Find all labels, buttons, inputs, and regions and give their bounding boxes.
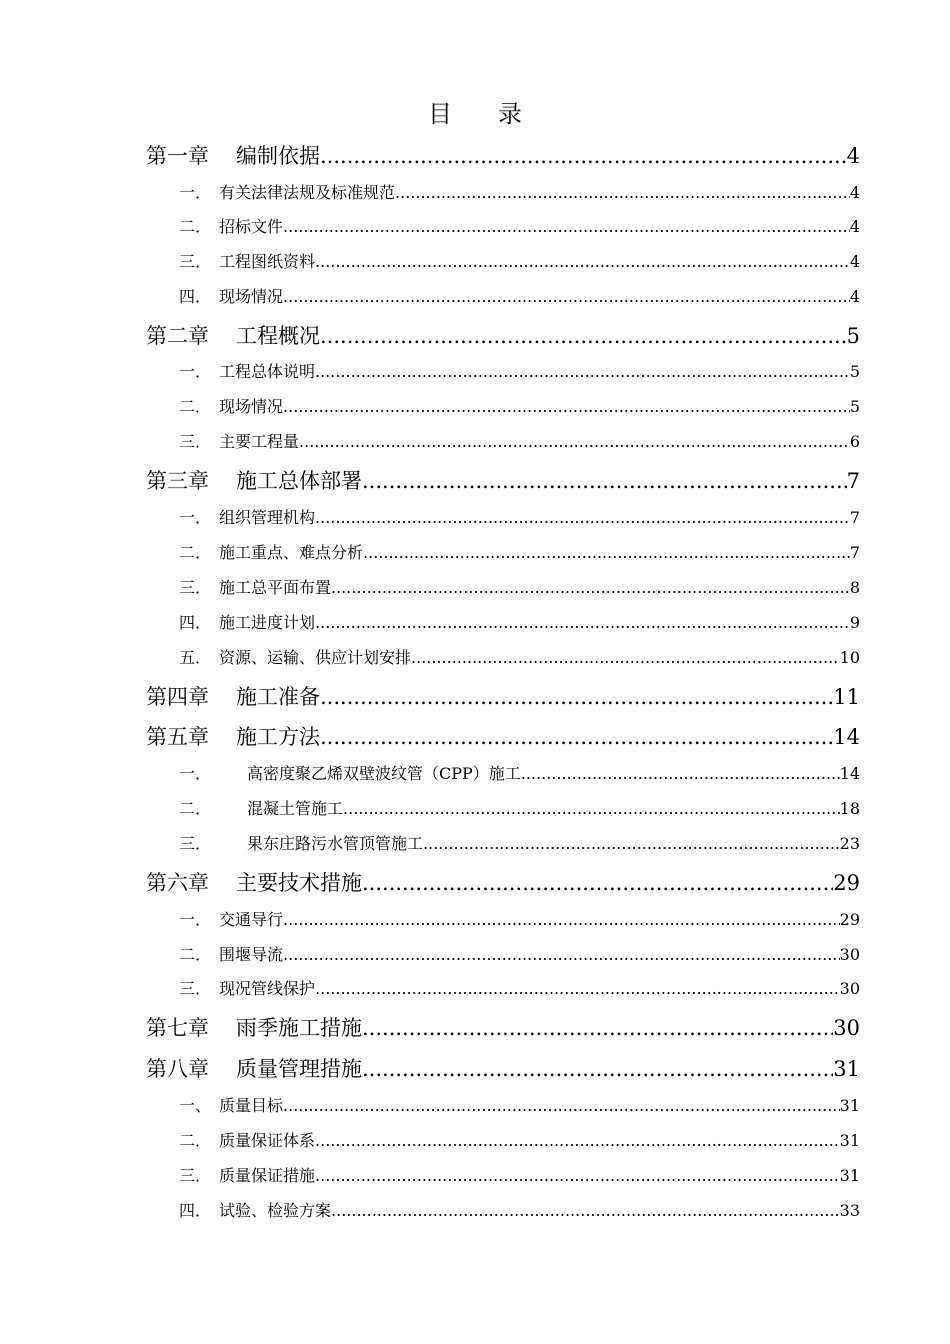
toc-leader-dots — [423, 834, 840, 853]
toc-page-number: 4 — [849, 252, 860, 271]
toc-page-number: 7 — [849, 508, 860, 527]
toc-page-number: 9 — [849, 613, 860, 632]
toc-leader-dots — [315, 362, 850, 381]
toc-entry-text: 主要技术措施 — [236, 871, 362, 895]
toc-page-number: 33 — [839, 1201, 860, 1220]
toc-page-number: 7 — [849, 543, 860, 562]
toc-entry-text: 施工总平面布置 — [219, 578, 332, 597]
toc-entry-number: 二． — [179, 1131, 212, 1150]
toc-entry-text: 试验、检验方案 — [219, 1201, 332, 1220]
toc-leader-dots — [283, 287, 850, 306]
toc-section-entry[interactable] — [179, 645, 860, 669]
toc-section-entry[interactable] — [179, 180, 860, 204]
toc-page-number: 23 — [839, 834, 860, 853]
toc-section-entry[interactable] — [179, 575, 860, 599]
toc-chapter-entry[interactable] — [146, 867, 860, 897]
toc-page-number: 5 — [846, 324, 860, 348]
toc-leader-dots — [283, 910, 840, 929]
toc-entry-text: 组织管理机构 — [219, 508, 316, 527]
toc-leader-dots — [315, 508, 850, 527]
toc-entry-text: 质量保证措施 — [219, 1166, 316, 1185]
toc-leader-dots — [315, 1131, 840, 1150]
toc-page-number: 18 — [839, 799, 860, 818]
toc-page-number: 7 — [846, 469, 860, 493]
toc-section-entry[interactable] — [179, 540, 860, 564]
toc-entry-text: 现场情况 — [219, 287, 284, 306]
toc-section-entry[interactable] — [179, 1198, 860, 1222]
toc-section-entry[interactable] — [179, 831, 860, 855]
toc-leader-dots — [320, 725, 833, 749]
toc-chapter-entry[interactable] — [146, 1012, 860, 1042]
toc-page-number: 31 — [833, 1057, 860, 1081]
toc-page-number: 30 — [833, 1016, 860, 1040]
toc-entry-text: 施工进度计划 — [219, 613, 316, 632]
toc-leader-dots — [363, 543, 850, 562]
toc-page-number: 6 — [849, 432, 860, 451]
toc-page-number: 30 — [839, 979, 860, 998]
toc-entry-number: 三． — [179, 1166, 212, 1185]
toc-leader-dots — [362, 1016, 833, 1040]
toc-entry-number: 一． — [179, 764, 212, 783]
toc-page-number: 11 — [833, 685, 860, 709]
toc-chapter-entry[interactable] — [146, 681, 860, 711]
toc-entry-number: 二． — [179, 799, 212, 818]
toc-leader-dots — [283, 217, 850, 236]
toc-section-entry[interactable] — [179, 942, 860, 966]
toc-entry-number: 三． — [179, 979, 212, 998]
toc-entry-text: 雨季施工措施 — [236, 1016, 362, 1040]
toc-entry-number: 一、 — [179, 1096, 212, 1115]
toc-section-entry[interactable] — [179, 1093, 860, 1117]
toc-entry-number: 三． — [179, 252, 212, 271]
toc-page-number: 10 — [839, 648, 860, 667]
toc-entry-number: 二． — [179, 217, 212, 236]
toc-section-entry[interactable] — [179, 284, 860, 308]
toc-page-number: 8 — [849, 578, 860, 597]
toc-chapter-entry[interactable] — [146, 1053, 860, 1083]
toc-entry-text: 质量目标 — [219, 1096, 284, 1115]
toc-leader-dots — [315, 979, 840, 998]
toc-entry-number: 三． — [179, 578, 212, 597]
toc-leader-dots — [331, 1201, 840, 1220]
toc-entry-text: 施工准备 — [236, 685, 320, 709]
toc-page-number: 29 — [833, 871, 860, 895]
toc-section-entry[interactable] — [179, 1163, 860, 1187]
toc-leader-dots — [283, 397, 850, 416]
toc-entry-text: 工程图纸资料 — [219, 252, 316, 271]
toc-page-number: 4 — [849, 287, 860, 306]
toc-leader-dots — [315, 252, 850, 271]
toc-entry-text: 有关法律法规及标准规范 — [219, 183, 396, 202]
toc-entry-number: 第七章 — [146, 1016, 209, 1040]
toc-leader-dots — [362, 871, 833, 895]
toc-entry-text: 施工方法 — [236, 725, 320, 749]
toc-entry-number: 第三章 — [146, 469, 209, 493]
toc-entry-text: 施工总体部署 — [236, 469, 362, 493]
toc-page-number: 4 — [849, 183, 860, 202]
toc-page-number: 31 — [839, 1131, 860, 1150]
toc-entry-text: 主要工程量 — [219, 432, 300, 451]
toc-page-number: 4 — [846, 144, 860, 168]
toc-entry-number: 四． — [179, 1201, 212, 1220]
toc-section-entry[interactable] — [179, 429, 860, 453]
toc-page-number: 14 — [833, 725, 860, 749]
toc-section-entry[interactable] — [179, 610, 860, 634]
toc-leader-dots — [320, 324, 847, 348]
toc-section-entry[interactable] — [179, 359, 860, 383]
toc-page-number: 31 — [839, 1096, 860, 1115]
toc-page-number: 4 — [849, 217, 860, 236]
toc-chapter-entry[interactable] — [146, 320, 860, 350]
toc-entry-text: 工程概况 — [236, 324, 320, 348]
toc-entry-text: 交通导行 — [219, 910, 284, 929]
toc-chapter-entry[interactable] — [146, 465, 860, 495]
toc-entry-number: 一． — [179, 508, 212, 527]
toc-section-entry[interactable] — [179, 907, 860, 931]
toc-page-number: 30 — [839, 945, 860, 964]
toc-leader-dots — [320, 685, 833, 709]
toc-entry-number: 第六章 — [146, 871, 209, 895]
toc-entry-number: 四． — [179, 287, 212, 306]
toc-entry-number: 第八章 — [146, 1057, 209, 1081]
toc-page-number: 14 — [839, 764, 860, 783]
toc-entry-number: 第二章 — [146, 324, 209, 348]
toc-entry-text: 现况管线保护 — [219, 979, 316, 998]
toc-entry-text: 编制依据 — [236, 144, 320, 168]
toc-entry-number: 五． — [179, 648, 212, 667]
toc-title — [0, 94, 950, 129]
toc-leader-dots — [283, 1096, 840, 1115]
toc-entry-text: 资源、运输、供应计划安排 — [219, 648, 412, 667]
toc-section-entry[interactable] — [179, 761, 860, 785]
toc-title-part2: 录 — [498, 100, 522, 128]
toc-entry-number: 二． — [179, 543, 212, 562]
toc-section-entry[interactable] — [179, 1128, 860, 1152]
toc-entry-text: 质量保证体系 — [219, 1131, 316, 1150]
toc-entry-number: 一． — [179, 362, 212, 381]
toc-section-entry[interactable] — [179, 505, 860, 529]
toc-entry-text: 果东庄路污水管顶管施工 — [247, 834, 424, 853]
toc-section-entry[interactable] — [179, 249, 860, 273]
toc-entry-text: 高密度聚乙烯双壁波纹管（CPP）施工 — [247, 764, 521, 783]
toc-leader-dots — [283, 945, 840, 964]
toc-entry-number: 第一章 — [146, 144, 209, 168]
toc-entry-number: 第五章 — [146, 725, 209, 749]
toc-leader-dots — [299, 432, 850, 451]
toc-page-number: 5 — [849, 397, 860, 416]
toc-entry-text: 混凝土管施工 — [247, 799, 344, 818]
toc-leader-dots — [315, 613, 850, 632]
toc-leader-dots — [362, 469, 847, 493]
toc-entry-text: 工程总体说明 — [219, 362, 316, 381]
toc-entry-number: 一． — [179, 183, 212, 202]
toc-chapter-entry[interactable] — [146, 721, 860, 751]
toc-leader-dots — [343, 799, 840, 818]
toc-entry-text: 围堰导流 — [219, 945, 284, 964]
toc-entry-text: 施工重点、难点分析 — [219, 543, 364, 562]
toc-leader-dots — [395, 183, 850, 202]
toc-page-number: 29 — [839, 910, 860, 929]
toc-entry-number: 三． — [179, 432, 212, 451]
toc-leader-dots — [331, 578, 850, 597]
toc-page-number: 31 — [839, 1166, 860, 1185]
toc-section-entry[interactable] — [179, 796, 860, 820]
toc-title-part1: 目 — [428, 100, 452, 128]
toc-leader-dots — [320, 144, 847, 168]
toc-entry-number: 三． — [179, 834, 212, 853]
toc-entry-number: 二． — [179, 945, 212, 964]
toc-section-entry[interactable] — [179, 214, 860, 238]
toc-section-entry[interactable] — [179, 976, 860, 1000]
toc-page-number: 5 — [849, 362, 860, 381]
toc-leader-dots — [411, 648, 840, 667]
toc-leader-dots — [521, 764, 840, 783]
toc-entry-number: 第四章 — [146, 685, 209, 709]
toc-entry-number: 二． — [179, 397, 212, 416]
toc-entry-text: 招标文件 — [219, 217, 284, 236]
toc-chapter-entry[interactable] — [146, 140, 860, 170]
toc-section-entry[interactable] — [179, 394, 860, 418]
toc-leader-dots — [362, 1057, 833, 1081]
toc-entry-text: 质量管理措施 — [236, 1057, 362, 1081]
toc-leader-dots — [315, 1166, 840, 1185]
toc-entry-number: 四． — [179, 613, 212, 632]
toc-entry-number: 一． — [179, 910, 212, 929]
toc-entry-text: 现场情况 — [219, 397, 284, 416]
